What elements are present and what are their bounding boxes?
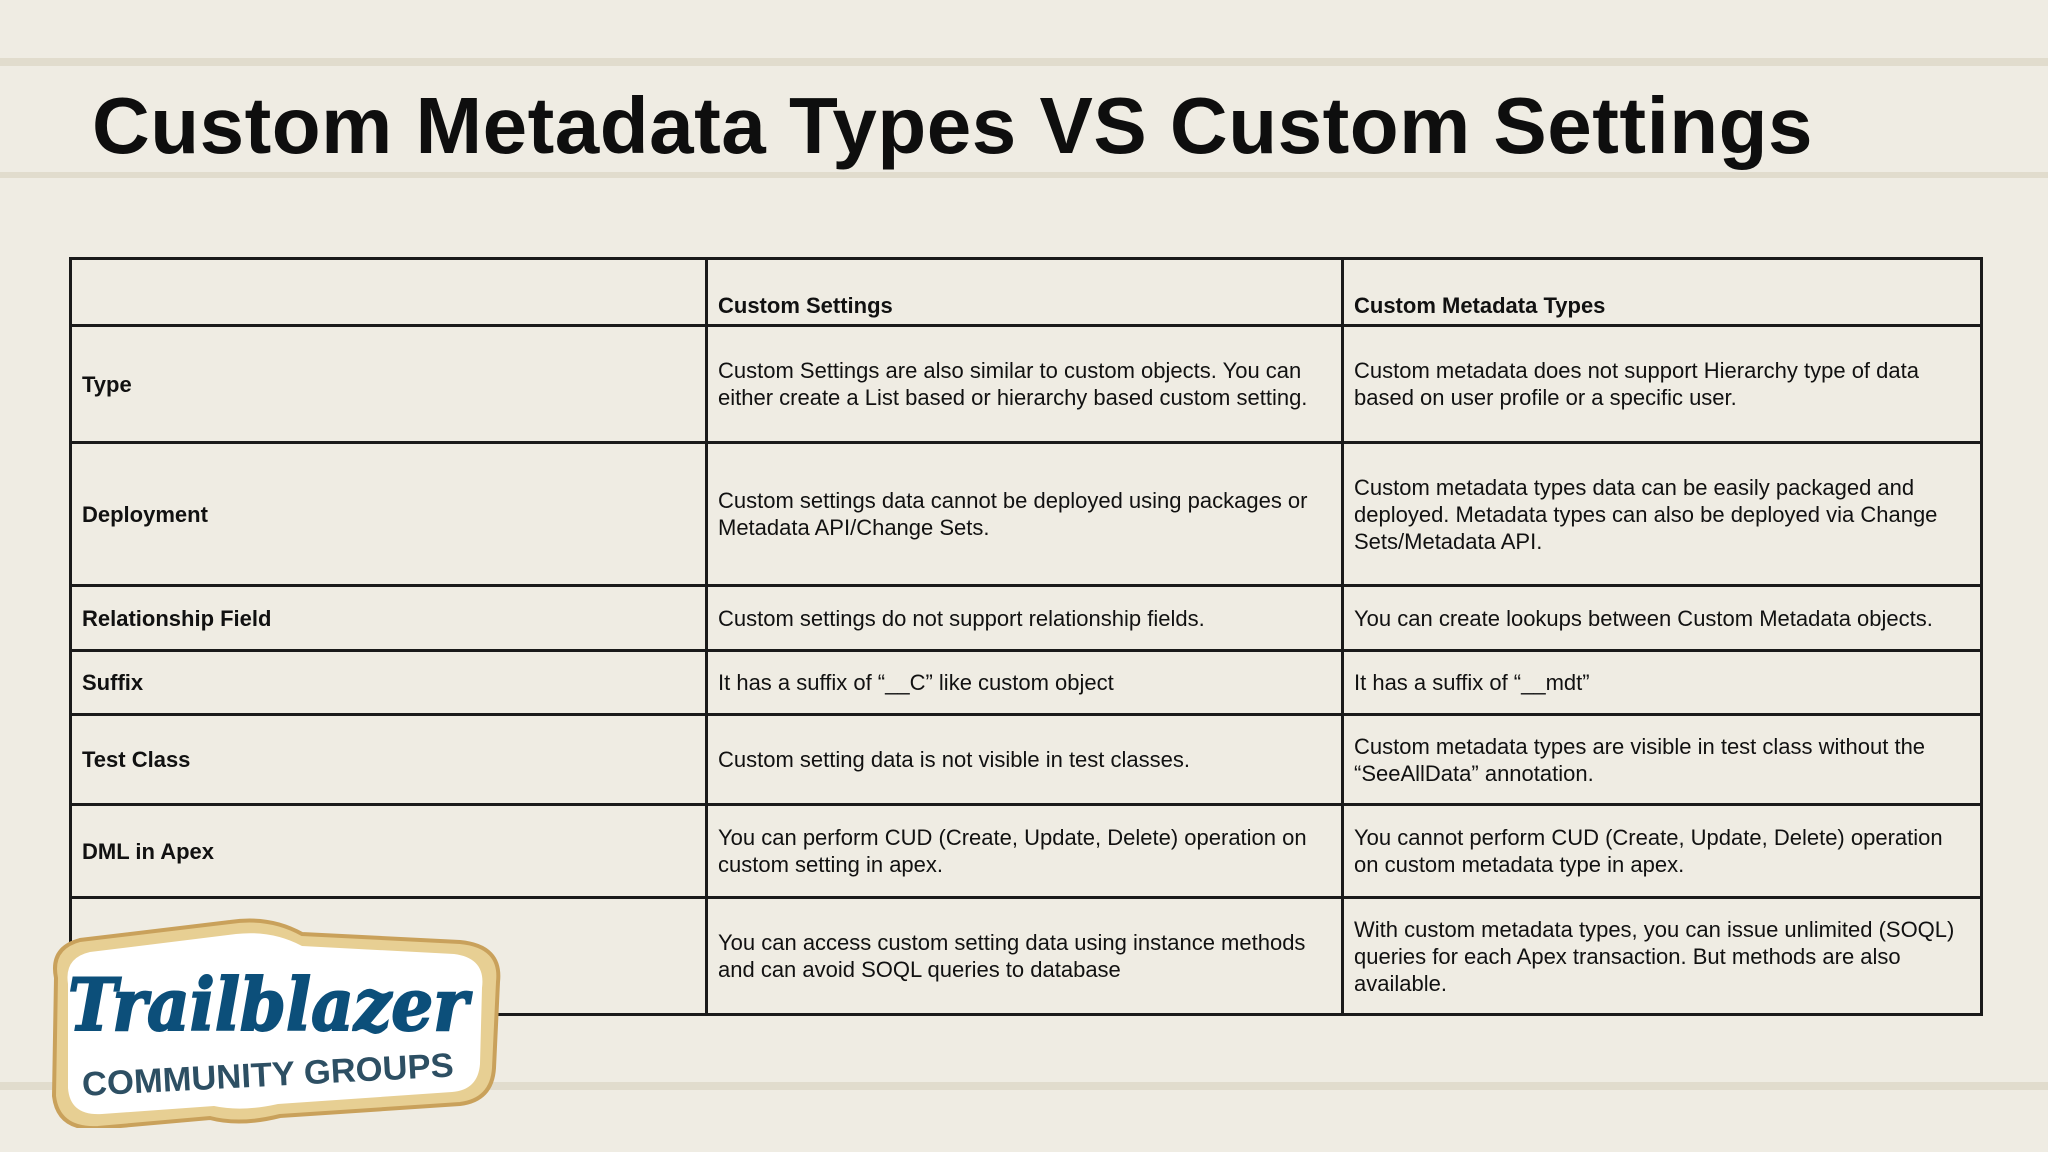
custom-metadata-cell: With custom metadata types, you can issue unlimited (SOQL) queries for each Apex transaction. But methods are also available. <box>1343 898 1982 1015</box>
table-row <box>71 715 1982 805</box>
header-custom-settings: Custom Settings <box>707 259 1343 326</box>
custom-metadata-cell: Custom metadata types data can be easily packaged and deployed. Metadata types can also be deployed via Change Sets/Metadata API. <box>1343 443 1982 586</box>
header-custom-metadata-types: Custom Metadata Types <box>1343 259 1982 326</box>
row-label: Deployment <box>71 443 707 586</box>
custom-settings-cell: Custom settings data cannot be deployed using packages or Metadata API/Change Sets. <box>707 443 1343 586</box>
custom-settings-cell: Custom Settings are also similar to custom objects. You can either create a List based or hierarchy based custom setting. <box>707 326 1343 443</box>
logo-community-groups-text: COMMUNITY GROUPS <box>81 1046 449 1104</box>
row-label: Suffix <box>71 651 707 715</box>
comparison-table <box>69 257 1983 1016</box>
custom-metadata-cell: Custom metadata types are visible in test class without the “SeeAllData” annotation. <box>1343 715 1982 805</box>
table-row <box>71 586 1982 651</box>
slide-title: Custom Metadata Types VS Custom Settings <box>92 81 1814 170</box>
custom-settings-cell: Custom settings do not support relationship fields. <box>707 586 1343 651</box>
row-label: Test Class <box>71 715 707 805</box>
table-row <box>71 326 1982 443</box>
custom-metadata-cell: Custom metadata does not support Hierarchy type of data based on user profile or a specific user. <box>1343 326 1982 443</box>
custom-metadata-cell: You cannot perform CUD (Create, Update, Delete) operation on custom metadata type in apex. <box>1343 805 1982 898</box>
table-row <box>71 805 1982 898</box>
custom-settings-cell: You can perform CUD (Create, Update, Delete) operation on custom setting in apex. <box>707 805 1343 898</box>
background-stripe <box>0 58 2048 66</box>
custom-metadata-cell: It has a suffix of “__mdt” <box>1343 651 1982 715</box>
table-row <box>71 443 1982 586</box>
header-empty-cell <box>71 259 707 326</box>
custom-settings-cell: You can access custom setting data using instance methods and can avoid SOQL queries to database <box>707 898 1343 1015</box>
custom-metadata-cell: You can create lookups between Custom Metadata objects. <box>1343 586 1982 651</box>
row-label: Type <box>71 326 707 443</box>
logo-graphic <box>40 918 510 1128</box>
table-header-row <box>71 259 1982 326</box>
custom-settings-cell: It has a suffix of “__C” like custom object <box>707 651 1343 715</box>
logo-trailblazer-text: Trailblazer <box>68 962 473 1047</box>
trailblazer-community-groups-logo <box>40 918 510 1128</box>
table-row <box>71 651 1982 715</box>
row-label: DML in Apex <box>71 805 707 898</box>
custom-settings-cell: Custom setting data is not visible in test classes. <box>707 715 1343 805</box>
row-label: Relationship Field <box>71 586 707 651</box>
